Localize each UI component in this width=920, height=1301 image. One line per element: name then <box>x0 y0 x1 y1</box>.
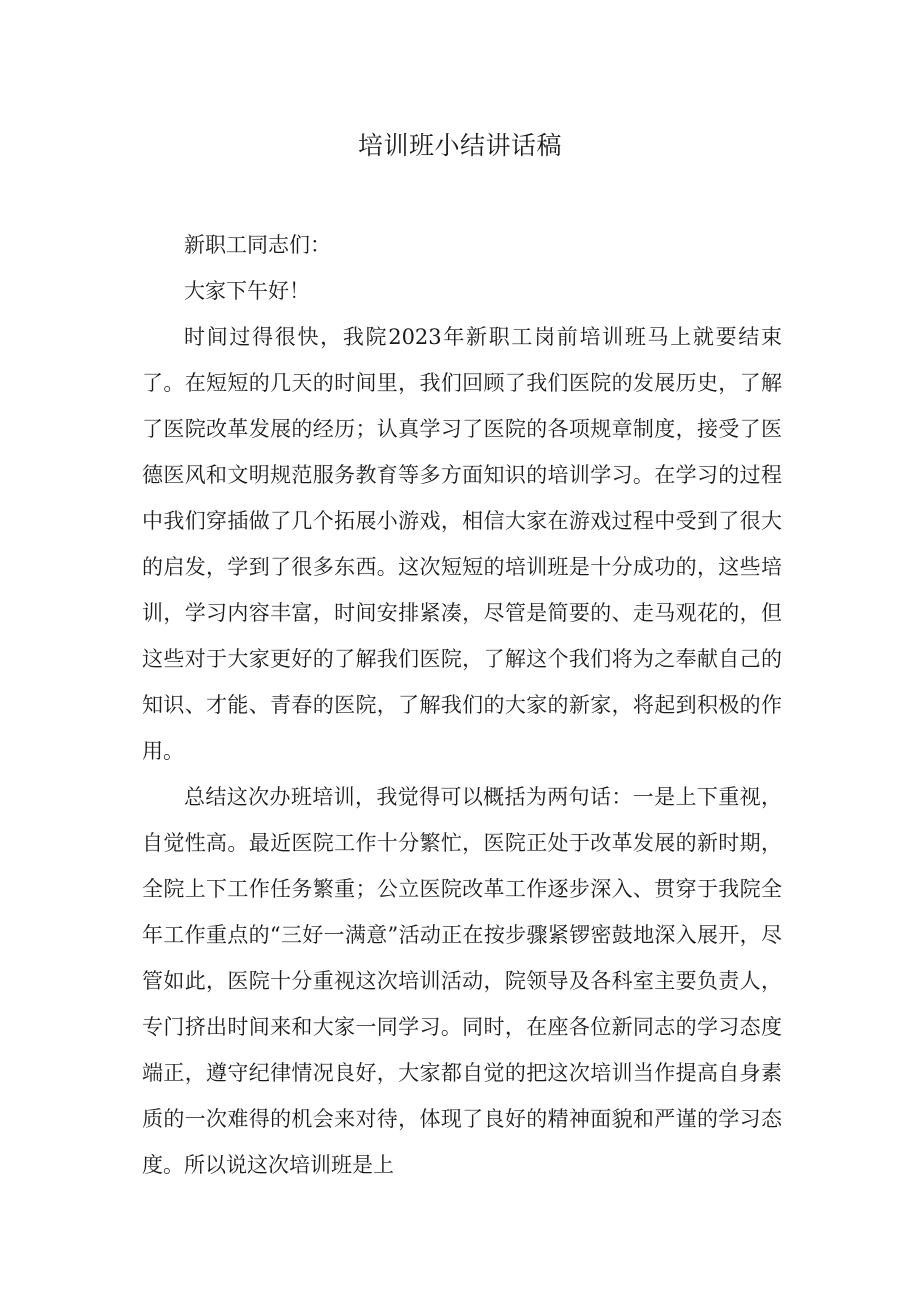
body-paragraph-2: 总结这次办班培训，我觉得可以概括为两句话：一是上下重视，自觉性高。最近医院工作十分繁忙，医院正处于改革发展的新时期，全院上下工作任务繁重；公立医院改革工作逐步深入、贯穿于我院全年工作重点的“三好一满意”活动正在按步骤紧锣密鼓地深入展开，尽管如此，医院十分重视这次培训活动，院领导及各科室主要负责人，专门挤出时间来和大家一同学习。同时，在座各位新同志的学习态度端正，遵守纪律情况良好，大家都自觉的把这次培训当作提高自身素质的一次难得的机会来对待，体现了良好的精神面貌和严谨的学习态度。所以说这次培训班是上 <box>142 785 782 1177</box>
document-title: 培训班小结讲话稿 <box>357 131 562 160</box>
greeting-paragraph: 大家下午好！ <box>184 279 310 303</box>
body-paragraph-1: 时间过得很快，我院2023年新职工岗前培训班马上就要结束了。在短短的几天的时间里，我们回顾了我们医院的发展历史，了解了医院改革发展的经历；认真学习了医院的各项规章制度，接受了医德医风和文明规范服务教育等多方面知识的培训学习。在学习的过程中我们穿插做了几个拓展小游戏，相信大家在游戏过程中受到了很大的启发，学到了很多东西。这次短短的培训班是十分成功的，这些培训，学习内容丰富，时间安排紧凑，尽管是简要的、走马观花的，但这些对于大家更好的了解我们医院，了解这个我们将为之奉献自己的知识、才能、青春的医院，了解我们的大家的新家，将起到积极的作用。 <box>142 325 782 763</box>
salutation-paragraph: 新职工同志们： <box>184 233 331 257</box>
document-body <box>142 222 782 1188</box>
